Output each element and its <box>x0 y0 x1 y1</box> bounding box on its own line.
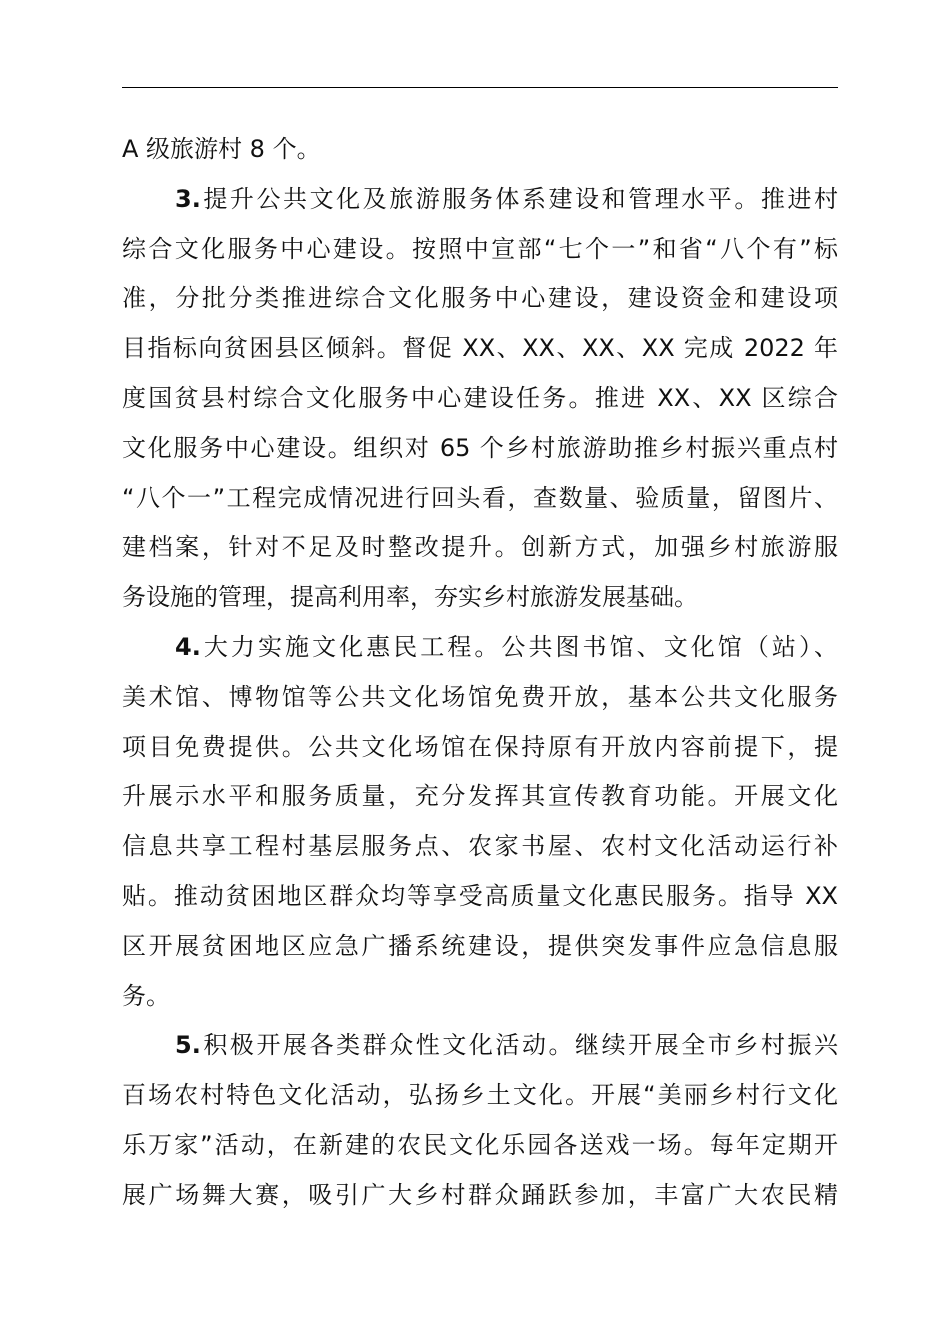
paragraph-5 <box>122 1021 838 1220</box>
text-line: 务。 <box>122 981 170 1010</box>
document-body <box>122 125 838 1221</box>
text-line <box>122 623 838 673</box>
text-line: 贴。推动贫困地区群众均等享受高质量文化惠民服务。指导 XX <box>122 881 838 910</box>
paragraph-continuation <box>122 125 838 175</box>
paragraph-number: 4. <box>175 632 201 661</box>
text-line: 展广场舞大赛，吸引广大乡村群众踊跃参加，丰富广大农民精 <box>122 1180 838 1209</box>
paragraph-4 <box>122 623 838 1021</box>
text-span: 提升公共文化及旅游服务体系建设和管理水平。推进村 <box>200 184 838 213</box>
text-line: 升展示水平和服务质量，充分发挥其宣传教育功能。开展文化 <box>122 782 838 811</box>
header-rule <box>122 87 838 88</box>
text-span: 积极开展各类群众性文化活动。继续开展全市乡村振兴 <box>200 1031 838 1060</box>
text-line: 目指标向贫困县区倾斜。督促 XX、XX、XX、XX 完成 2022 年 <box>122 334 838 363</box>
text-line: 乐万家”活动，在新建的农民文化乐园各送戏一场。每年定期开 <box>122 1130 838 1159</box>
text-line: 务设施的管理，提高利用率，夯实乡村旅游发展基础。 <box>122 583 698 612</box>
text-line: 信息共享工程村基层服务点、农家书屋、农村文化活动运行补 <box>122 832 838 861</box>
text-span: 大力实施文化惠民工程。公共图书馆、文化馆（站）、 <box>200 632 838 661</box>
text-line: 准，分批分类推进综合文化服务中心建设，建设资金和建设项 <box>122 284 838 313</box>
paragraph-number: 3. <box>175 184 201 213</box>
paragraph-number: 5. <box>175 1031 201 1060</box>
paragraph-3 <box>122 175 838 623</box>
text-line: “八个一”工程完成情况进行回头看，查数量、验质量，留图片、 <box>122 483 838 512</box>
text-line: A 级旅游村 8 个。 <box>122 135 321 163</box>
text-line: 项目免费提供。公共文化场馆在保持原有开放内容前提下，提 <box>122 732 838 761</box>
text-line <box>122 175 838 225</box>
text-line: 度国贫县村综合文化服务中心建设任务。推进 XX、XX 区综合 <box>122 383 838 412</box>
text-line: 综合文化服务中心建设。按照中宣部“七个一”和省“八个有”标 <box>122 234 838 263</box>
text-line: 文化服务中心建设。组织对 65 个乡村旅游助推乡村振兴重点村 <box>122 433 838 462</box>
text-line <box>122 1021 838 1071</box>
text-line: 美术馆、博物馆等公共文化场馆免费开放，基本公共文化服务 <box>122 682 838 711</box>
text-line: 百场农村特色文化活动，弘扬乡土文化。开展“美丽乡村行文化 <box>122 1081 838 1110</box>
text-line: 建档案，针对不足及时整改提升。创新方式，加强乡村旅游服 <box>122 533 838 562</box>
text-line: 区开展贫困地区应急广播系统建设，提供突发事件应急信息服 <box>122 931 838 960</box>
